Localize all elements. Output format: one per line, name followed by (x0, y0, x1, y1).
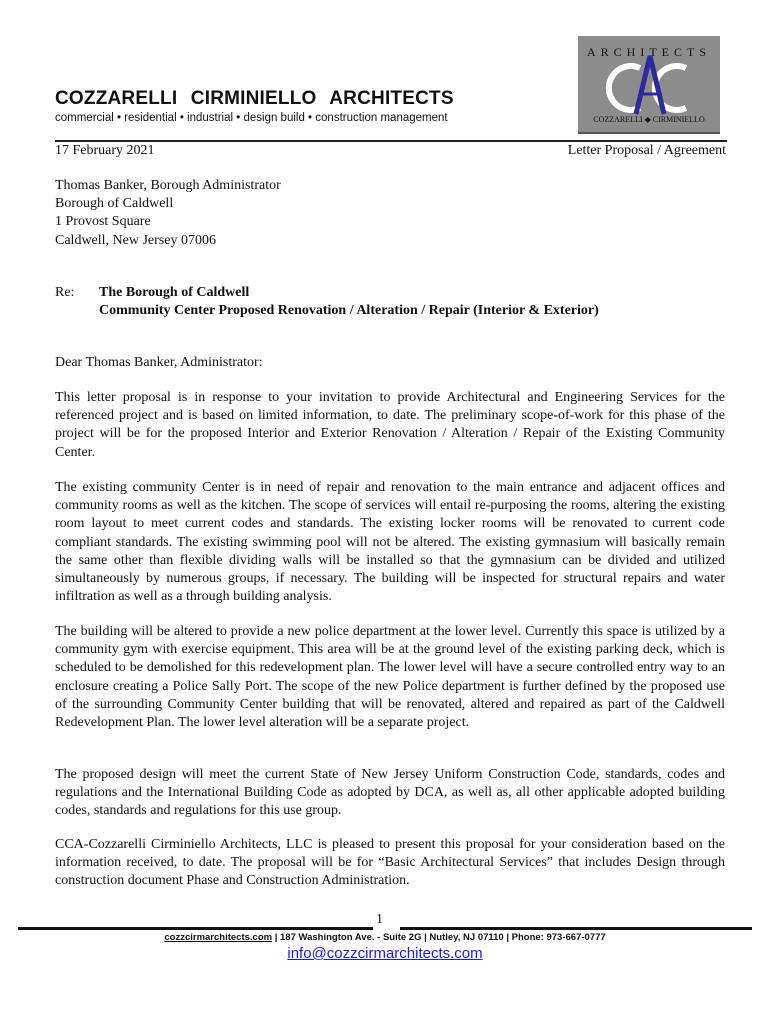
subject-line: Community Center Proposed Renovation / Alteration / Repair (Interior & Exterior) (99, 303, 599, 319)
letter-date: 17 February 2021 (55, 143, 155, 158)
recipient-address (55, 177, 281, 250)
address-line: Borough of Caldwell (55, 196, 174, 212)
paragraph: The building will be altered to provide a new police department at the lower level. Currently this space is utilized by a community gym with exercise equipment. This area will be at the ground level of the existing parking deck, which is scheduled to be demolished for this redevelopment plan. The lower level will have a secure controlled entry way to an enclosure creating a Police Sally Port. The scope of the new Police department is further defined by the proposed use of the surrounding Community Center building that will be renovated, altered and repaired as part of the Caldwell Redevelopment Plan. The lower level alteration will be a separate project. (55, 624, 725, 731)
paragraph: CCA-Cozzarelli Cirminiello Architects, LLC is pleased to present this proposal for your consideration based on the information received, to date. The proposal will be for “Basic Architectural Services” that includes Design through construction document Phase and Construction Administration. (55, 837, 725, 889)
footer-address: | 187 Washington Ave. - Suite 2G | Nutley, NJ 07110 | Phone: 973-667-0777 (272, 932, 606, 943)
firm-logo (578, 36, 720, 134)
address-line: Thomas Banker, Borough Administrator (55, 178, 281, 193)
paragraph: The existing community Center is in need of repair and renovation to the main entrance and adjacent offices and community rooms as well as the kitchen. The scope of services will entail re-purposing the rooms, altering the existing room layout to meet current codes and standards. The existing locker rooms will be renovated to current code compliant standards. The existing swimming pool will not be altered. The existing gymnasium will basically remain the same other than flexible dividing walls will be installed so that the gymnasium can be divided and utilized simultaneously by numerous groups, if necessary. The building will be inspected for structural repairs and water infiltration as well as a through building analysis. (55, 480, 725, 605)
address-line: 1 Provost Square (55, 214, 151, 230)
firm-name: COZZARELLI CIRMINIELLO ARCHITECTS (55, 88, 454, 109)
email-link[interactable]: info@cozzcirmarchitects.com (287, 945, 483, 962)
tagline: commercial • residential • industrial • design build • construction management (55, 112, 448, 124)
paragraph: This letter proposal is in response to your invitation to provide Architectural and Engineering Services for the referenced project and is based on limited information, to date. The preliminary scope-of-work for this phase of the project will be for the proposed Interior and Exterior Renovation / Alteration / Repair of the Existing Community Center. (55, 390, 725, 460)
re-label: Re: (55, 285, 75, 300)
footer-divider (18, 927, 373, 930)
svg-text:ARCHITECTS: ARCHITECTS (586, 45, 712, 59)
svg-text:COZZARELLI ◆ CIRMINIELLO: COZZARELLI ◆ CIRMINIELLO (593, 115, 705, 124)
salutation: Dear Thomas Banker, Administrator: (55, 355, 263, 370)
address-line: Caldwell, New Jersey 07006 (55, 232, 216, 248)
footer-email (0, 945, 770, 962)
paragraph: The proposed design will meet the current State of New Jersey Uniform Construction Code, standards, codes and regulations and the International Building Code as adopted by DCA, as well as, all other applicable adopted building codes, standards and regulations for this use group. (55, 767, 725, 819)
page-number: 1 (376, 912, 383, 927)
footer-divider (400, 927, 752, 930)
letter-type: Letter Proposal / Agreement (567, 143, 726, 158)
website-link[interactable]: cozzcirmarchitects.com (164, 932, 273, 943)
subject-line: The Borough of Caldwell (99, 285, 250, 300)
subject (99, 284, 599, 320)
footer-contact (0, 932, 770, 943)
